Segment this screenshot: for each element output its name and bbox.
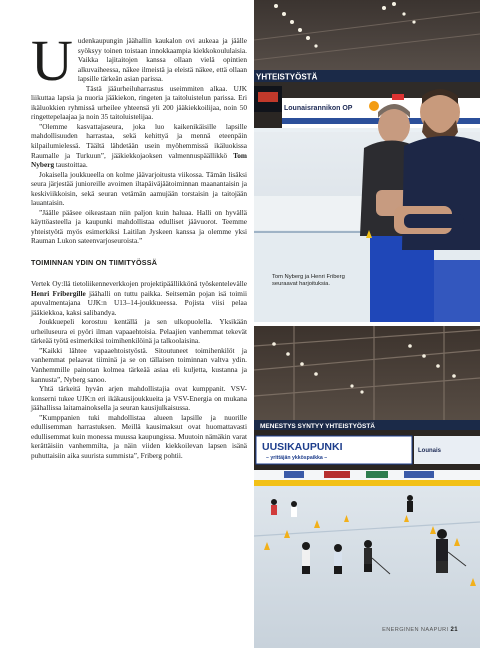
paragraph (31, 122, 247, 170)
magazine-name: ENERGINEN NAAPURI (382, 627, 449, 633)
paragraph-text: ”Olemme kasvattajaseura, joka luo kaikenikäisille lapsille mahdollisuuden harrastaa, sekä kehittyä ja mennä eteenpäin kilpailumielessä. Täältä lähdetään usein myöhemmissä ikäluokissa Raumalle ja Turkuun”, jääkiekkojaoksen valmennuspäällikkö (31, 121, 247, 160)
practice-illustration (254, 326, 480, 648)
paragraph: ”Jäälle pääsee oikeastaan niin paljon kuin haluaa. Halli on hyvällä käyttöasteella ja kaupunki mahdollistaa edulliset jäävuorot. Teemme yhteistyötä myös esimerkiksi Laitilan Jyskeen kanssa ja olemme yksi Rauman Lukon sateenvarjoseuroista.” (31, 207, 247, 246)
page-number: 21 (450, 627, 458, 633)
paragraph-text: taustoittaa. (54, 160, 88, 170)
paragraph: Tästä jääurheiluharrastus useimmiten alkaa. UJK liikuttaa lapsia ja nuoria jääkiekon, ringeten ja taitoluistelun parissa. Eri ikäluokkien ryhmissä urheilee yhteensä yli 200 jääkiekkoilijaa, noin 50 ringettepelaajaa ja noin 35 taitoluistelijaa. (31, 83, 247, 122)
intro-text: udenkaupungin jäähallin kaukalon ovi aukeaa ja jäälle syöksyy toinen toistaan innokkaampia kiekkokoululaisia. Vaikka lajitaitojen kanssa ollaan vielä opintien alkuvaiheessa, näkee ilmeistä ja eleistä näkee, että ollaan lapsille tärkeän asian parissa. (77, 36, 247, 84)
banner-text: YHTEISTYÖSTÄ (256, 72, 318, 82)
person-name: Tom Nyberg (31, 150, 247, 170)
banner-text: MENESTYS SYNTYY YHTEISTYÖSTÄ (260, 423, 375, 430)
paragraph: Jokaisella joukkueella on kolme jäävarjoitusta viikossa. Tämän lisäksi seura järjestää junioreille avoimen iltapäiväjäätoiminnan maanantaisin ja keskiviikkoisin, sekä seuran vetämän aamujään torstaisin ja taitojään lauantaisin. (31, 169, 247, 208)
paragraph-text: Vertek Oy:llä tietoliikenneverkkojen projektipäällikkönä työskentelevälle (31, 279, 247, 289)
dropcap-letter: U (31, 28, 73, 93)
board-subtitle: – yrittäjän ykköspaikka – (266, 455, 328, 461)
article-body (31, 28, 247, 460)
person-name: Henri Fribergille (31, 288, 86, 298)
photo-caption: Tom Nyberg ja Henri Friberg seuraavat harjoituksia. (272, 274, 345, 288)
page-footer (382, 627, 458, 633)
paragraph: ”Kumppanien tuki mahdollistaa alueen lapsille ja nuorille edullisemman harrastuksen. Meillä kausimaksut ovat huomattavasti edullisemmat kuin monessa muussa kaupungissa. Muutoin nämäkin varat kerättäisiin vanhemmilta, ja näin viiden kiekkoilevan lapsen isänä puhuttaisiin aika suurista summista”, Friberg pohtii. (31, 412, 247, 460)
intro-paragraph (31, 28, 247, 93)
paragraph: Joukkuepeli korostuu kentällä ja sen ulkopuolella. Yksikään urheiluseura ei pyöri ilman vapaaehtoisia. Pelaajien vanhemmat tekevät tärkeää työtä esimerkiksi toimihenkilöinä ja talkoolaisina. (31, 317, 247, 346)
board-title: UUSIKAUPUNKI (262, 441, 343, 453)
sponsor-text: Lounais (418, 448, 442, 454)
section-heading: TOIMINNAN YDIN ON TIIMITYÖSSÄ (31, 258, 158, 268)
paragraph-text: jäähalli on tuttu paikka. Seitsemän pojan isä toimii apuvalmentajana UJK:n U13–14-joukkueessa. Pojista viisi pelaa jääkiekkoa, kaksi salibandya. (31, 288, 247, 317)
paragraph: ”Kaikki lähtee vapaaehtoistyöstä. Sitoutuneet toimihenkilöt ja vanhemmat pelaavat tiiminä ja se on tällaisen toiminnan valtva ydin. Vanhemmille painotan kolmea tärkeää asiaa eli kuljetta, kustanna ja kannusta”, Nyberg sanoo. (31, 345, 247, 384)
paragraph (31, 279, 247, 317)
photo-practice (254, 326, 480, 648)
sponsor-text: Lounaisrannikon OP (284, 105, 353, 112)
paragraph: Yhtä tärkeitä hyvän arjen mahdollistajia ovat kumppanit. VSV-konserni tukee UJK:n eri ikäkausijoukkueita ja VSV-Energia on mukana jäähallissa laitamainoksella ja seuran kausijulkaisussa. (31, 384, 247, 413)
